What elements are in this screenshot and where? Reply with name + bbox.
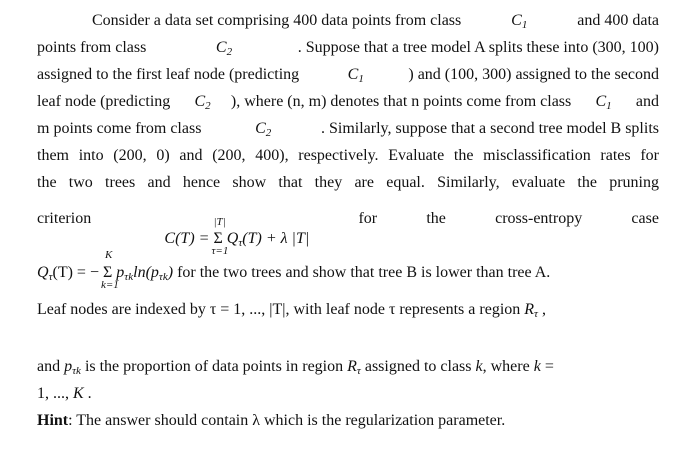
proportion-line: and $p_{\tau k}$ is the proportion of data points in region $R_\tau$ assigned to class k, where k = <box>37 358 554 377</box>
text: and 400 data <box>573 12 659 29</box>
text: assigned to the first leaf node (predicting <box>37 66 304 83</box>
class-c1: $C_1$ <box>511 12 528 31</box>
hint-label: Hint <box>37 412 69 429</box>
criterion-word: criterion <box>37 210 92 227</box>
class-c1: $C_1$ <box>595 93 612 112</box>
paragraph-line-6: them into (200, 0) and (200, 400), respectively. Evaluate the misclassification rates for <box>37 147 659 164</box>
class-c2: $C_2$ <box>255 120 272 139</box>
text: . Suppose that a tree model A splits these into (300, 100) <box>297 39 659 56</box>
index-range-line: 1, ..., K . <box>37 385 92 402</box>
paragraph-line-3 <box>37 65 659 85</box>
hint-line <box>37 411 659 431</box>
paragraph-line-2 <box>37 38 659 58</box>
word-for: for <box>358 210 378 227</box>
class-c2: $C_2$ <box>194 93 211 112</box>
text: Consider a data set comprising 400 data points from class <box>92 12 466 29</box>
text: leaf node (predicting <box>37 93 175 110</box>
paragraph-line-7: the two trees and hence show that they are equal. Similarly, evaluate the pruning <box>37 174 659 191</box>
hint-text: : The answer should contain λ which is the regularization parameter. <box>68 412 506 429</box>
pruning-criterion-formula: C(T) = |T| Σ τ=1 $Q_\tau(T) + \lambda$ |T| <box>164 216 310 257</box>
summation-symbol: |T| Σ τ=1 <box>211 216 229 257</box>
class-c1: $C_1$ <box>347 66 364 85</box>
paragraph-line-5 <box>37 119 659 139</box>
text: m points come from class <box>37 120 206 137</box>
criterion-row <box>37 209 659 269</box>
text: for the two trees and show that tree B is lower than tree A. <box>173 264 551 281</box>
word-cross-entropy: cross-entropy <box>495 210 583 227</box>
paragraph-line-1 <box>37 11 659 31</box>
leaf-nodes-line: Leaf nodes are indexed by τ = 1, ..., |T|, with leaf node τ represents a region $R_\tau$ , <box>37 301 546 320</box>
paragraph-line-4 <box>37 92 659 112</box>
word-the: the <box>426 210 446 227</box>
text: points from class <box>37 39 151 56</box>
word-case: case <box>631 210 659 227</box>
text: and <box>631 93 659 110</box>
text: ), where (n, m) denotes that n points come from class <box>230 93 576 110</box>
class-c2: $C_2$ <box>215 39 233 58</box>
text: ) and (100, 300) assigned to the second <box>408 66 659 83</box>
summation-symbol: K Σ k=1 <box>100 249 119 291</box>
cross-entropy-formula: $Q_\tau(T)$ = − K Σ k=1 $p_{\tau k}\ln(p_{\tau k})$ <box>37 249 174 291</box>
cross-entropy-row <box>37 249 659 291</box>
text: . Similarly, suppose that a second tree model B splits <box>320 120 659 137</box>
